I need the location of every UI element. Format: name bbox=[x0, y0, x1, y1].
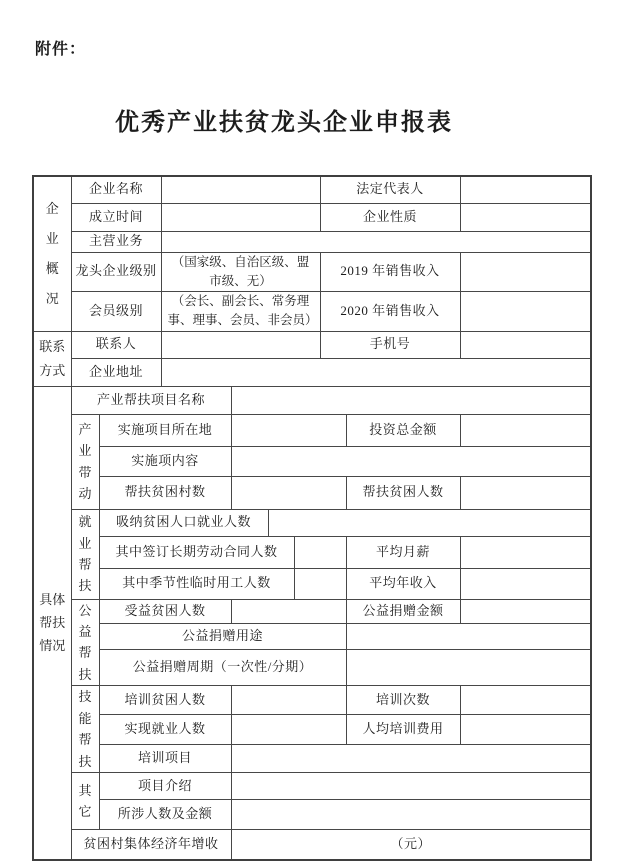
input-avg-annual-income bbox=[460, 568, 591, 599]
field-label-project-name: 产业帮扶项目名称 bbox=[71, 386, 231, 414]
input-mobile bbox=[460, 331, 591, 358]
input-employment-achieved bbox=[231, 715, 346, 745]
section-label-support-details: 具体帮扶情况 bbox=[33, 386, 71, 860]
field-label-investment-total: 投资总金额 bbox=[346, 414, 460, 446]
subsection-label-skills-support: 技能帮扶 bbox=[71, 686, 99, 773]
field-label-project-location: 实施项目所在地 bbox=[99, 414, 231, 446]
field-label-people-and-amount: 所涉人数及金额 bbox=[99, 800, 231, 830]
field-label-village-income-increase: 贫困村集体经济年增收 bbox=[71, 830, 231, 860]
input-longterm-contract bbox=[294, 536, 346, 568]
input-training-program bbox=[231, 745, 591, 773]
section-label-company-profile: 企业概况 bbox=[33, 176, 71, 331]
section-label-contact-info: 联系方式 bbox=[33, 331, 71, 386]
field-label-project-content: 实施项内容 bbox=[99, 446, 231, 476]
input-revenue-2020 bbox=[460, 291, 591, 331]
field-label-trained-poor: 培训贫困人数 bbox=[99, 686, 231, 715]
input-investment-total bbox=[460, 414, 591, 446]
field-label-beneficiaries: 受益贫困人数 bbox=[99, 599, 231, 623]
field-label-member-level: 会员级别 bbox=[71, 291, 161, 331]
subsection-label-other: 其它 bbox=[71, 773, 99, 830]
input-donation-purpose bbox=[346, 623, 591, 649]
field-label-per-capita-training-cost: 人均培训费用 bbox=[346, 715, 460, 745]
input-village-income-increase: （元） bbox=[231, 830, 591, 860]
input-beneficiaries bbox=[231, 599, 346, 623]
field-label-revenue-2019: 2019 年销售收入 bbox=[320, 252, 460, 291]
field-label-training-times: 培训次数 bbox=[346, 686, 460, 715]
field-label-legal-rep: 法定代表人 bbox=[320, 176, 460, 203]
field-label-villages-helped: 帮扶贫困村数 bbox=[99, 476, 231, 509]
input-founded bbox=[161, 203, 320, 231]
input-legal-rep bbox=[460, 176, 591, 203]
field-label-mobile: 手机号 bbox=[320, 331, 460, 358]
input-revenue-2019 bbox=[460, 252, 591, 291]
input-company-address bbox=[161, 358, 591, 386]
input-per-capita-training-cost bbox=[460, 715, 591, 745]
field-label-founded: 成立时间 bbox=[71, 203, 161, 231]
input-donation-cycle bbox=[346, 649, 591, 686]
field-label-nature: 企业性质 bbox=[320, 203, 460, 231]
input-project-content bbox=[231, 446, 591, 476]
options-leading-level: （国家级、自治区级、盟市级、无） bbox=[161, 252, 320, 291]
options-member-level: （会长、副会长、常务理事、理事、会员、非会员） bbox=[161, 291, 320, 331]
field-label-donation-amount: 公益捐赠金额 bbox=[346, 599, 460, 623]
field-label-training-program: 培训项目 bbox=[99, 745, 231, 773]
input-main-business bbox=[161, 231, 591, 252]
field-label-project-intro: 项目介绍 bbox=[99, 773, 231, 800]
field-label-donation-purpose: 公益捐赠用途 bbox=[99, 623, 346, 649]
field-label-company-name: 企业名称 bbox=[71, 176, 161, 203]
input-donation-amount bbox=[460, 599, 591, 623]
input-training-times bbox=[460, 686, 591, 715]
input-seasonal-workers bbox=[294, 568, 346, 599]
input-project-intro bbox=[231, 773, 591, 800]
field-label-longterm-contract: 其中签订长期劳动合同人数 bbox=[99, 536, 294, 568]
page-title: 优秀产业扶贫龙头企业申报表 bbox=[115, 110, 453, 136]
input-project-location bbox=[231, 414, 346, 446]
field-label-seasonal-workers: 其中季节性临时用工人数 bbox=[99, 568, 294, 599]
field-label-poor-employed: 吸纳贫困人口就业人数 bbox=[99, 509, 268, 536]
field-label-donation-cycle: 公益捐赠周期（一次性/分期） bbox=[99, 649, 346, 686]
input-trained-poor bbox=[231, 686, 346, 715]
field-label-avg-annual-income: 平均年收入 bbox=[346, 568, 460, 599]
subsection-label-industry-drive: 产业带动 bbox=[71, 414, 99, 509]
input-nature bbox=[460, 203, 591, 231]
input-project-name bbox=[231, 386, 591, 414]
field-label-contact-person: 联系人 bbox=[71, 331, 161, 358]
input-villages-helped bbox=[231, 476, 346, 509]
subsection-label-charity-support: 公益帮扶 bbox=[71, 599, 99, 686]
field-label-main-business: 主营业务 bbox=[71, 231, 161, 252]
field-label-people-helped: 帮扶贫困人数 bbox=[346, 476, 460, 509]
form-table bbox=[32, 175, 592, 861]
input-contact-person bbox=[161, 331, 320, 358]
subsection-label-employment-support: 就业帮扶 bbox=[71, 509, 99, 599]
input-people-and-amount bbox=[231, 800, 591, 830]
input-company-name bbox=[161, 176, 320, 203]
field-label-company-address: 企业地址 bbox=[71, 358, 161, 386]
attachment-label: 附件： bbox=[35, 41, 87, 58]
field-label-leading-level: 龙头企业级别 bbox=[71, 252, 161, 291]
field-label-employment-achieved: 实现就业人数 bbox=[99, 715, 231, 745]
input-people-helped bbox=[460, 476, 591, 509]
input-poor-employed bbox=[268, 509, 591, 536]
field-label-revenue-2020: 2020 年销售收入 bbox=[320, 291, 460, 331]
input-avg-monthly-salary bbox=[460, 536, 591, 568]
field-label-avg-monthly-salary: 平均月薪 bbox=[346, 536, 460, 568]
